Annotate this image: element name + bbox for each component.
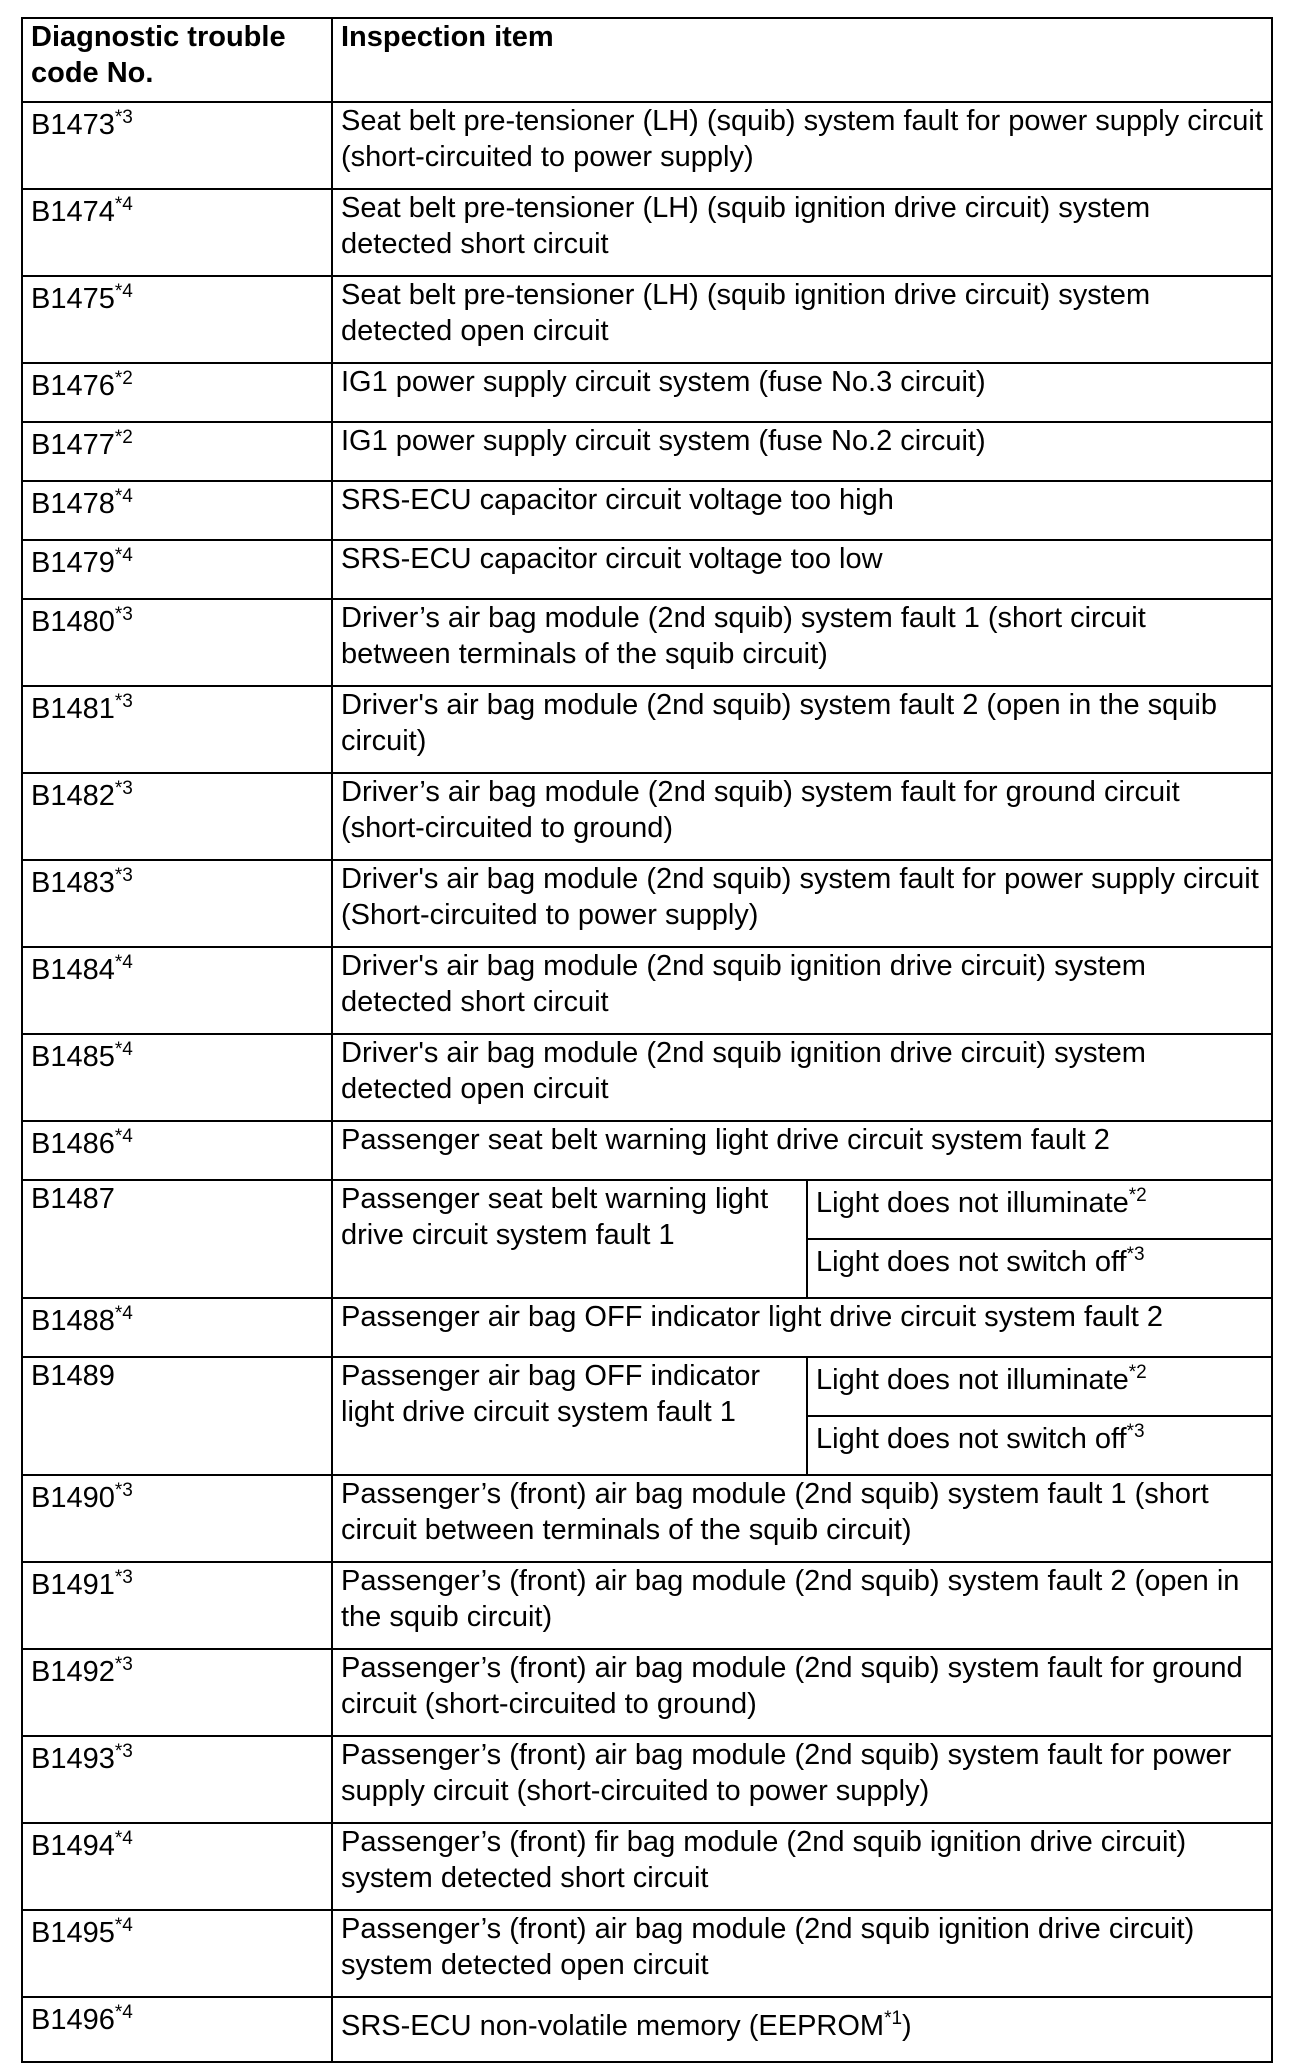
table-header-row [22,18,1272,102]
code-cell [22,1997,332,2062]
code-text: B1495 [31,1917,115,1949]
sub-condition-text: Light does not illuminate [816,1364,1129,1396]
code-note: *3 [114,1480,133,1501]
code-note: *3 [114,1741,133,1762]
code-cell [22,540,332,599]
table-row [22,686,1272,773]
table-row [22,1180,1272,1239]
header-code: Diagnostic trouble code No. [22,18,332,102]
code-text: B1480 [31,606,115,638]
item-text: SRS-ECU non-volatile memory (EEPROM [341,2010,885,2042]
table-row [22,1736,1272,1823]
item-cell [332,1034,1272,1121]
table-row [22,947,1272,1034]
code-note: *3 [114,1654,133,1675]
item-cell [332,1298,1272,1357]
code-cell [22,276,332,363]
code-note: *4 [114,281,133,302]
code-cell [22,1357,332,1475]
dtc-table [21,17,1273,2063]
table-row [22,1298,1272,1357]
item-cell [332,1910,1272,1997]
code-text: B1483 [31,867,115,899]
table-row [22,102,1272,189]
item-text: Passenger air bag OFF indicator light drive circuit system fault 2 [341,1301,1163,1333]
code-text: B1479 [31,547,115,579]
item-text: Passenger’s (front) fir bag module (2nd squib ignition drive circuit) system detected short circuit [341,1826,1187,1894]
item-text: Driver's air bag module (2nd squib ignition drive circuit) system detected short circuit [341,950,1146,1018]
table-row [22,1121,1272,1180]
item-cell [332,1823,1272,1910]
table-row [22,1034,1272,1121]
code-cell [22,947,332,1034]
table-row [22,1823,1272,1910]
code-text: B1496 [31,2004,115,2036]
item-cell: Passenger seat belt warning light drive circuit system fault 1 [332,1180,807,1298]
table-row [22,860,1272,947]
item-text: Driver's air bag module (2nd squib) system fault 2 (open in the squib circuit) [341,689,1217,757]
code-note: *3 [114,865,133,886]
table-row [22,1649,1272,1736]
item-text: SRS-ECU capacitor circuit voltage too low [341,543,883,575]
code-note: *4 [114,952,133,973]
table-row [22,189,1272,276]
sub-condition-text: Light does not switch off [816,1423,1127,1455]
item-cell: Passenger air bag OFF indicator light drive circuit system fault 1 [332,1357,807,1475]
item-cell [332,1562,1272,1649]
code-text: B1475 [31,283,115,315]
sub-condition-note: *3 [1126,1421,1145,1442]
item-cell [332,599,1272,686]
code-cell [22,1121,332,1180]
item-cell [332,1649,1272,1736]
item-text: Driver's air bag module (2nd squib ignition drive circuit) system detected open circuit [341,1037,1146,1105]
sub-condition-cell [807,1416,1272,1475]
code-note: *4 [114,1303,133,1324]
code-note: *2 [114,427,133,448]
sub-condition-cell [807,1180,1272,1239]
sub-condition-note: *2 [1128,1362,1147,1383]
code-text: B1494 [31,1830,115,1862]
code-text: B1478 [31,488,115,520]
code-cell [22,1649,332,1736]
table-row [22,481,1272,540]
code-text: B1487 [31,1183,115,1215]
code-text: B1486 [31,1128,115,1160]
code-note: *4 [114,545,133,566]
item-text: Passenger’s (front) air bag module (2nd squib) system fault 2 (open in the squib circuit) [341,1565,1240,1633]
code-text: B1474 [31,196,115,228]
sub-condition-note: *3 [1126,1244,1145,1265]
sub-condition-text: Light does not switch off [816,1246,1127,1278]
code-text: B1492 [31,1656,115,1688]
code-text: B1476 [31,370,115,402]
code-text: B1491 [31,1569,115,1601]
code-cell [22,1736,332,1823]
item-text: Driver’s air bag module (2nd squib) system fault for ground circuit (short-circuited to ground) [341,776,1180,844]
item-cell [332,189,1272,276]
code-text: B1481 [31,693,115,725]
item-cell [332,860,1272,947]
item-text: Driver's air bag module (2nd squib) system fault for power supply circuit (Short-circuited to power supply) [341,863,1259,931]
code-cell [22,1562,332,1649]
item-cell [332,1736,1272,1823]
item-cell [332,102,1272,189]
item-text: Passenger’s (front) air bag module (2nd squib) system fault 1 (short circuit between terminals of the squib circuit) [341,1478,1209,1546]
code-text: B1473 [31,109,115,141]
code-text: B1482 [31,780,115,812]
item-text: Passenger’s (front) air bag module (2nd squib) system fault for ground circuit (short-circuited to ground) [341,1652,1243,1720]
code-text: B1490 [31,1482,115,1514]
code-cell [22,1180,332,1298]
item-suffix: ) [902,2010,912,2042]
code-note: *4 [114,486,133,507]
code-cell [22,686,332,773]
table-row [22,422,1272,481]
sub-condition-text: Light does not illuminate [816,1187,1129,1219]
item-text: Seat belt pre-tensioner (LH) (squib ignition drive circuit) system detected short circuit [341,192,1151,260]
item-text: Passenger’s (front) air bag module (2nd squib) system fault for power supply circuit (short-circuited to power supply) [341,1739,1232,1807]
table-row [22,276,1272,363]
code-cell [22,1910,332,1997]
item-cell [332,363,1272,422]
item-cell [332,481,1272,540]
code-note: *4 [114,1039,133,1060]
code-cell [22,1034,332,1121]
item-text: Seat belt pre-tensioner (LH) (squib) system fault for power supply circuit (short-circuited to power supply) [341,105,1263,173]
code-text: B1493 [31,1743,115,1775]
code-note: *4 [114,1915,133,1936]
code-note: *3 [114,691,133,712]
item-cell [332,422,1272,481]
item-cell [332,1997,1272,2062]
code-cell [22,1823,332,1910]
header-item: Inspection item [332,18,1272,102]
item-cell [332,947,1272,1034]
code-note: *2 [114,368,133,389]
item-text: Seat belt pre-tensioner (LH) (squib ignition drive circuit) system detected open circuit [341,279,1151,347]
table-row [22,1910,1272,1997]
code-text: B1485 [31,1041,115,1073]
code-cell [22,860,332,947]
code-text: B1489 [31,1360,115,1392]
item-text: IG1 power supply circuit system (fuse No.3 circuit) [341,366,986,398]
code-cell [22,189,332,276]
item-text: IG1 power supply circuit system (fuse No.2 circuit) [341,425,986,457]
code-cell [22,1475,332,1562]
code-cell [22,422,332,481]
table-row [22,1475,1272,1562]
table-row [22,540,1272,599]
table-row [22,1562,1272,1649]
code-note: *3 [114,1567,133,1588]
dtc-table-body [22,18,1272,2062]
item-text: SRS-ECU capacitor circuit voltage too high [341,484,894,516]
code-note: *4 [114,1126,133,1147]
code-note: *3 [114,778,133,799]
table-row [22,1357,1272,1416]
code-cell [22,363,332,422]
code-text: B1477 [31,429,115,461]
item-cell [332,773,1272,860]
code-note: *3 [114,107,133,128]
sub-condition-note: *2 [1128,1185,1147,1206]
code-note: *4 [114,2002,133,2023]
code-note: *4 [114,194,133,215]
table-row [22,599,1272,686]
code-text: B1484 [31,954,115,986]
item-note: *1 [884,2008,903,2029]
code-cell [22,773,332,860]
table-row [22,363,1272,422]
code-cell [22,599,332,686]
sub-condition-cell [807,1239,1272,1298]
code-cell [22,1298,332,1357]
item-cell [332,1121,1272,1180]
sub-condition-cell [807,1357,1272,1416]
code-text: B1488 [31,1305,115,1337]
item-text: Driver’s air bag module (2nd squib) system fault 1 (short circuit between terminals of the squib circuit) [341,602,1146,670]
code-note: *4 [114,1828,133,1849]
table-row [22,1997,1272,2062]
item-text: Passenger seat belt warning light drive circuit system fault 2 [341,1124,1110,1156]
code-cell [22,102,332,189]
item-cell [332,686,1272,773]
item-cell [332,540,1272,599]
item-cell [332,1475,1272,1562]
code-note: *3 [114,604,133,625]
code-cell [22,481,332,540]
table-row [22,773,1272,860]
item-text: Passenger’s (front) air bag module (2nd squib ignition drive circuit) system detected open circuit [341,1913,1195,1981]
item-cell [332,276,1272,363]
